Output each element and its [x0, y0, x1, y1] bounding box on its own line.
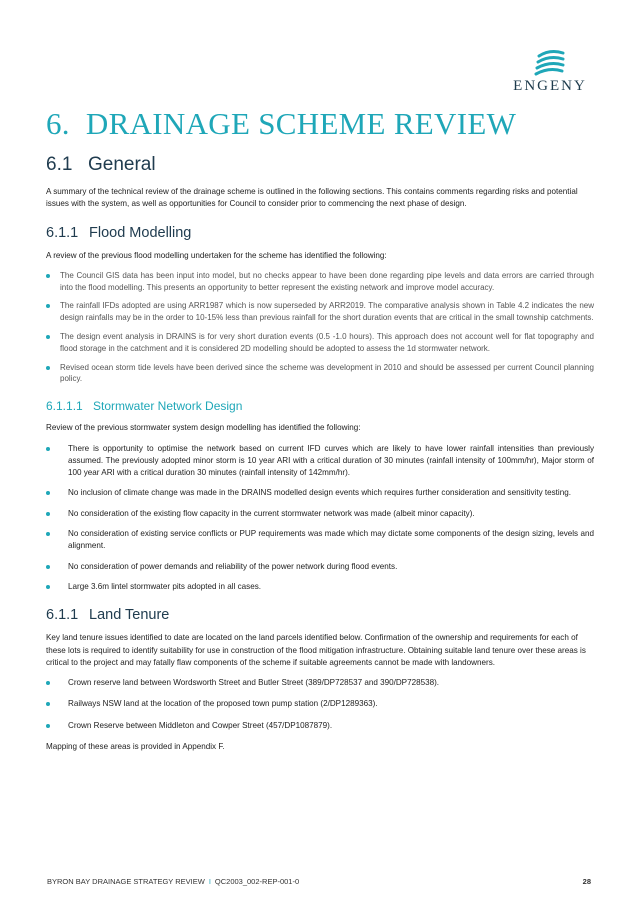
footer-doc-title: BYRON BAY DRAINAGE STRATEGY REVIEW	[47, 877, 205, 886]
subsubsection-title: Stormwater Network Design	[93, 399, 243, 414]
section-heading-general	[46, 154, 594, 176]
engeny-wave-icon	[533, 50, 567, 76]
list-item: Large 3.6m lintel stormwater pits adopted in all cases.	[46, 581, 594, 593]
land-outro: Mapping of these areas is provided in Appendix F.	[46, 742, 225, 752]
company-logo	[505, 50, 595, 95]
main-content	[46, 106, 594, 761]
subsubsection-heading-stormwater	[46, 399, 594, 413]
flood-intro: A review of the previous flood modelling undertaken for the scheme has identified the following:	[46, 250, 387, 260]
list-item: The rainfall IFDs adopted are using ARR1987 which is now superseded by ARR2019. The comparative analysis shown in Table 4.2 indicates the new design rainfalls may be in the order to 10-15% less than previous rainfall for the short duration events that are critical in the small township catchments.	[46, 300, 594, 324]
bullet-icon	[46, 532, 50, 536]
land-parcels-list	[46, 677, 594, 732]
list-item: Crown Reserve between Middleton and Cowper Street (457/DP1087879).	[46, 720, 594, 732]
bullet-icon	[46, 335, 50, 339]
subsection-heading-flood-modelling	[46, 225, 594, 241]
subsection-title: Land Tenure	[89, 607, 170, 624]
subsection-number: 6.1.1	[46, 224, 79, 241]
bullet-icon	[46, 512, 50, 516]
subsection-number: 6.1.1	[46, 607, 79, 624]
list-item: No consideration of existing service conflicts or PUP requirements was made which may dictate some components of the design sizing, levels and alignment.	[46, 528, 594, 553]
footer-doc-ref: QC2003_002-REP-001-0	[214, 877, 300, 886]
land-intro: Key land tenure issues identified to date are located on the land parcels identified below. Confirmation of the ownership and requirements for each of these lots is required to identify suitability for use in construction of the flood mitigation infrastructure. Obtaining suitable land tenure over these areas is critical to the project and may fatally flaw components of the scheme if suitable agreements cannot be made with landowners.	[46, 633, 586, 667]
list-item: The Council GIS data has been input into model, but no checks appear to have been done regarding pipe levels and data errors are carried through into the flood modelling. This presents an opportunity to better represent the existing network and improve model accuracy.	[46, 270, 594, 294]
list-item: Revised ocean storm tide levels have been derived since the scheme was development in 2010 and should be assessed per current Council planning policy.	[46, 362, 594, 386]
bullet-icon	[46, 681, 50, 685]
chapter-heading	[46, 106, 594, 142]
bullet-icon	[46, 447, 50, 451]
bullet-icon	[46, 274, 50, 278]
logo-text: ENGENY	[513, 78, 587, 94]
general-paragraph: A summary of the technical review of the drainage scheme is outlined in the following sections. This contains comments regarding risks and potential issues with the system, as well as opportunities for Council to consider prior to commencing the next phase of design.	[46, 187, 578, 209]
section-number: 6.1	[46, 154, 73, 175]
stormwater-intro: Review of the previous stormwater system design modelling has identified the following:	[46, 423, 361, 433]
chapter-title: DRAINAGE SCHEME REVIEW	[85, 106, 517, 141]
list-item: Railways NSW land at the location of the proposed town pump station (2/DP1289363).	[46, 698, 594, 710]
page-number: 28	[582, 877, 591, 886]
list-item: No consideration of the existing flow capacity in the current stormwater network was made (albeit minor capacity).	[46, 508, 594, 520]
list-item: There is opportunity to optimise the network based on current IFD curves which are likely to have lower rainfall intensities than previously assumed. The previously adopted minor storm is 10 year ARI with a critical duration of 30 minutes (rainfall intensity of 100mm/hr), Major storm of 100 year ARI with a critical duration 30 minutes (rainfall intensity of 142mm/hr).	[46, 443, 594, 480]
bullet-icon	[46, 585, 50, 589]
list-item: Crown reserve land between Wordsworth Street and Butler Street (389/DP728537 and 390/DP728538).	[46, 677, 594, 689]
chapter-number: 6.	[46, 106, 70, 141]
flood-findings-list	[46, 270, 594, 385]
bullet-icon	[46, 724, 50, 728]
list-item: No consideration of power demands and reliability of the power network during flood events.	[46, 561, 594, 573]
subsubsection-number: 6.1.1.1	[46, 399, 83, 414]
list-item: No inclusion of climate change was made in the DRAINS modelled design events which requires further consideration and sensitivity testing.	[46, 487, 594, 499]
footer-separator: I	[208, 877, 211, 886]
bullet-icon	[46, 702, 50, 706]
list-item: The design event analysis in DRAINS is for very short duration events (0.5 -1.0 hours). This approach does not account well for flat topography and flood storage in the catchment and it is considered 2D modelling should be adopted to assess the 1d stormwater network.	[46, 331, 594, 355]
subsection-title: Flood Modelling	[89, 224, 192, 241]
page-footer	[47, 877, 591, 886]
bullet-icon	[46, 491, 50, 495]
section-title: General	[88, 154, 156, 175]
bullet-icon	[46, 366, 50, 370]
bullet-icon	[46, 565, 50, 569]
stormwater-findings-list	[46, 443, 594, 594]
subsection-heading-land-tenure	[46, 607, 594, 623]
bullet-icon	[46, 304, 50, 308]
